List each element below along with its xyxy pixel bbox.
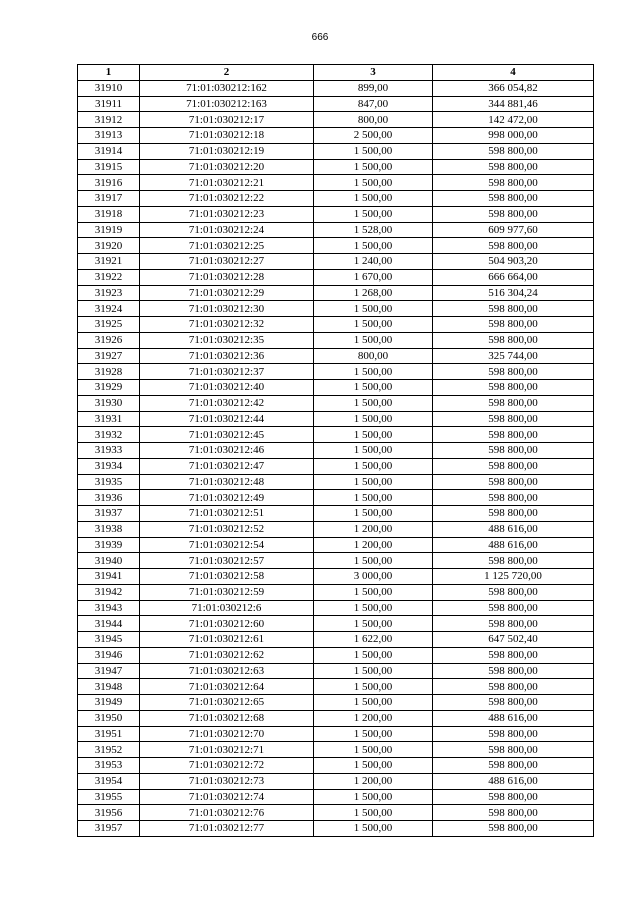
table-row bbox=[78, 159, 594, 175]
table-row bbox=[78, 96, 594, 112]
area-cell: 1 500,00 bbox=[314, 695, 433, 711]
table-row bbox=[78, 175, 594, 191]
cadastral-number-cell: 71:01:030212:44 bbox=[140, 411, 314, 427]
table-row bbox=[78, 600, 594, 616]
row-number-cell: 31935 bbox=[78, 474, 140, 490]
table-row bbox=[78, 317, 594, 333]
row-number-cell: 31922 bbox=[78, 269, 140, 285]
area-cell: 1 500,00 bbox=[314, 411, 433, 427]
cadastral-value-cell: 488 616,00 bbox=[433, 710, 594, 726]
cadastral-value-cell: 598 800,00 bbox=[433, 411, 594, 427]
cadastral-number-cell: 71:01:030212:62 bbox=[140, 647, 314, 663]
area-cell: 1 500,00 bbox=[314, 584, 433, 600]
area-cell: 1 622,00 bbox=[314, 632, 433, 648]
area-cell: 1 500,00 bbox=[314, 663, 433, 679]
cadastral-value-cell: 598 800,00 bbox=[433, 726, 594, 742]
cadastral-number-cell: 71:01:030212:63 bbox=[140, 663, 314, 679]
table-row bbox=[78, 332, 594, 348]
row-number-cell: 31955 bbox=[78, 789, 140, 805]
table-row bbox=[78, 758, 594, 774]
row-number-cell: 31936 bbox=[78, 490, 140, 506]
area-cell: 1 500,00 bbox=[314, 553, 433, 569]
row-number-cell: 31952 bbox=[78, 742, 140, 758]
row-number-cell: 31916 bbox=[78, 175, 140, 191]
area-cell: 1 500,00 bbox=[314, 647, 433, 663]
cadastral-value-cell: 647 502,40 bbox=[433, 632, 594, 648]
cadastral-value-cell: 598 800,00 bbox=[433, 206, 594, 222]
area-cell: 1 500,00 bbox=[314, 159, 433, 175]
row-number-cell: 31934 bbox=[78, 458, 140, 474]
area-cell: 1 670,00 bbox=[314, 269, 433, 285]
cadastral-number-cell: 71:01:030212:51 bbox=[140, 506, 314, 522]
cadastral-number-cell: 71:01:030212:74 bbox=[140, 789, 314, 805]
cadastral-number-cell: 71:01:030212:40 bbox=[140, 380, 314, 396]
cadastral-number-cell: 71:01:030212:24 bbox=[140, 222, 314, 238]
cadastral-number-cell: 71:01:030212:27 bbox=[140, 254, 314, 270]
row-number-cell: 31928 bbox=[78, 364, 140, 380]
row-number-cell: 31920 bbox=[78, 238, 140, 254]
cadastral-number-cell: 71:01:030212:49 bbox=[140, 490, 314, 506]
area-cell: 1 500,00 bbox=[314, 380, 433, 396]
cadastral-value-cell: 598 800,00 bbox=[433, 332, 594, 348]
table-row bbox=[78, 553, 594, 569]
cadastral-number-cell: 71:01:030212:54 bbox=[140, 537, 314, 553]
cadastral-number-cell: 71:01:030212:35 bbox=[140, 332, 314, 348]
cadastral-number-cell: 71:01:030212:60 bbox=[140, 616, 314, 632]
cadastral-number-cell: 71:01:030212:72 bbox=[140, 758, 314, 774]
cadastral-value-cell: 598 800,00 bbox=[433, 647, 594, 663]
table-row bbox=[78, 222, 594, 238]
table-row bbox=[78, 726, 594, 742]
cadastral-value-cell: 598 800,00 bbox=[433, 600, 594, 616]
row-number-cell: 31918 bbox=[78, 206, 140, 222]
table-row bbox=[78, 537, 594, 553]
row-number-cell: 31925 bbox=[78, 317, 140, 333]
row-number-cell: 31926 bbox=[78, 332, 140, 348]
area-cell: 1 500,00 bbox=[314, 474, 433, 490]
table-header-row bbox=[78, 65, 594, 81]
cadastral-number-cell: 71:01:030212:61 bbox=[140, 632, 314, 648]
row-number-cell: 31912 bbox=[78, 112, 140, 128]
table-row bbox=[78, 584, 594, 600]
cadastral-number-cell: 71:01:030212:42 bbox=[140, 395, 314, 411]
cadastral-value-cell: 142 472,00 bbox=[433, 112, 594, 128]
row-number-cell: 31933 bbox=[78, 443, 140, 459]
row-number-cell: 31951 bbox=[78, 726, 140, 742]
area-cell: 1 200,00 bbox=[314, 521, 433, 537]
table-row bbox=[78, 380, 594, 396]
area-cell: 1 500,00 bbox=[314, 332, 433, 348]
area-cell: 1 500,00 bbox=[314, 600, 433, 616]
area-cell: 1 528,00 bbox=[314, 222, 433, 238]
area-cell: 847,00 bbox=[314, 96, 433, 112]
cadastral-value-cell: 598 800,00 bbox=[433, 159, 594, 175]
area-cell: 1 240,00 bbox=[314, 254, 433, 270]
cadastral-value-cell: 598 800,00 bbox=[433, 553, 594, 569]
cadastral-number-cell: 71:01:030212:20 bbox=[140, 159, 314, 175]
row-number-cell: 31940 bbox=[78, 553, 140, 569]
area-cell: 1 200,00 bbox=[314, 710, 433, 726]
row-number-cell: 31945 bbox=[78, 632, 140, 648]
cadastral-value-cell: 344 881,46 bbox=[433, 96, 594, 112]
cadastral-value-cell: 598 800,00 bbox=[433, 364, 594, 380]
table-row bbox=[78, 821, 594, 837]
table-row bbox=[78, 616, 594, 632]
area-cell: 1 500,00 bbox=[314, 726, 433, 742]
cadastral-number-cell: 71:01:030212:52 bbox=[140, 521, 314, 537]
area-cell: 1 500,00 bbox=[314, 364, 433, 380]
area-cell: 1 500,00 bbox=[314, 143, 433, 159]
cadastral-number-cell: 71:01:030212:65 bbox=[140, 695, 314, 711]
cadastral-value-cell: 598 800,00 bbox=[433, 143, 594, 159]
row-number-cell: 31913 bbox=[78, 128, 140, 144]
area-cell: 1 268,00 bbox=[314, 285, 433, 301]
row-number-cell: 31957 bbox=[78, 821, 140, 837]
cadastral-value-cell: 488 616,00 bbox=[433, 521, 594, 537]
table-row bbox=[78, 458, 594, 474]
cadastral-number-cell: 71:01:030212:25 bbox=[140, 238, 314, 254]
table-row bbox=[78, 443, 594, 459]
cadastral-number-cell: 71:01:030212:45 bbox=[140, 427, 314, 443]
cadastral-number-cell: 71:01:030212:47 bbox=[140, 458, 314, 474]
cadastral-number-cell: 71:01:030212:70 bbox=[140, 726, 314, 742]
table-row bbox=[78, 490, 594, 506]
cadastral-number-cell: 71:01:030212:37 bbox=[140, 364, 314, 380]
cadastral-value-cell: 598 800,00 bbox=[433, 238, 594, 254]
area-cell: 2 500,00 bbox=[314, 128, 433, 144]
area-cell: 1 500,00 bbox=[314, 317, 433, 333]
row-number-cell: 31930 bbox=[78, 395, 140, 411]
cadastral-number-cell: 71:01:030212:32 bbox=[140, 317, 314, 333]
area-cell: 3 000,00 bbox=[314, 569, 433, 585]
cadastral-number-cell: 71:01:030212:19 bbox=[140, 143, 314, 159]
table-row bbox=[78, 348, 594, 364]
cadastral-value-cell: 598 800,00 bbox=[433, 490, 594, 506]
area-cell: 1 500,00 bbox=[314, 821, 433, 837]
cadastral-value-cell: 666 664,00 bbox=[433, 269, 594, 285]
row-number-cell: 31942 bbox=[78, 584, 140, 600]
area-cell: 1 500,00 bbox=[314, 238, 433, 254]
column-header-3: 3 bbox=[314, 65, 433, 81]
area-cell: 1 500,00 bbox=[314, 742, 433, 758]
cadastral-number-cell: 71:01:030212:57 bbox=[140, 553, 314, 569]
area-cell: 1 500,00 bbox=[314, 490, 433, 506]
row-number-cell: 31924 bbox=[78, 301, 140, 317]
table-row bbox=[78, 206, 594, 222]
table-row bbox=[78, 254, 594, 270]
area-cell: 1 500,00 bbox=[314, 805, 433, 821]
cadastral-number-cell: 71:01:030212:162 bbox=[140, 80, 314, 96]
area-cell: 1 500,00 bbox=[314, 458, 433, 474]
area-cell: 1 500,00 bbox=[314, 616, 433, 632]
table-row bbox=[78, 695, 594, 711]
cadastral-number-cell: 71:01:030212:21 bbox=[140, 175, 314, 191]
row-number-cell: 31949 bbox=[78, 695, 140, 711]
row-number-cell: 31914 bbox=[78, 143, 140, 159]
cadastral-value-cell: 609 977,60 bbox=[433, 222, 594, 238]
row-number-cell: 31932 bbox=[78, 427, 140, 443]
table-row bbox=[78, 679, 594, 695]
table-row bbox=[78, 238, 594, 254]
cadastral-number-cell: 71:01:030212:71 bbox=[140, 742, 314, 758]
table-row bbox=[78, 112, 594, 128]
cadastral-number-cell: 71:01:030212:22 bbox=[140, 191, 314, 207]
cadastral-value-cell: 516 304,24 bbox=[433, 285, 594, 301]
cadastral-value-cell: 598 800,00 bbox=[433, 742, 594, 758]
table-row bbox=[78, 710, 594, 726]
table-row bbox=[78, 663, 594, 679]
row-number-cell: 31927 bbox=[78, 348, 140, 364]
table-row bbox=[78, 269, 594, 285]
table-row bbox=[78, 191, 594, 207]
cadastral-number-cell: 71:01:030212:46 bbox=[140, 443, 314, 459]
cadastral-number-cell: 71:01:030212:77 bbox=[140, 821, 314, 837]
cadastral-value-cell: 504 903,20 bbox=[433, 254, 594, 270]
area-cell: 1 500,00 bbox=[314, 679, 433, 695]
table-row bbox=[78, 128, 594, 144]
row-number-cell: 31948 bbox=[78, 679, 140, 695]
area-cell: 1 500,00 bbox=[314, 301, 433, 317]
cadastral-number-cell: 71:01:030212:6 bbox=[140, 600, 314, 616]
cadastral-value-cell: 598 800,00 bbox=[433, 458, 594, 474]
table-row bbox=[78, 789, 594, 805]
table-row bbox=[78, 632, 594, 648]
cadastral-number-cell: 71:01:030212:73 bbox=[140, 773, 314, 789]
row-number-cell: 31947 bbox=[78, 663, 140, 679]
row-number-cell: 31931 bbox=[78, 411, 140, 427]
cadastral-value-cell: 488 616,00 bbox=[433, 773, 594, 789]
column-header-1: 1 bbox=[78, 65, 140, 81]
row-number-cell: 31939 bbox=[78, 537, 140, 553]
cadastral-number-cell: 71:01:030212:36 bbox=[140, 348, 314, 364]
table-body bbox=[78, 80, 594, 836]
area-cell: 1 200,00 bbox=[314, 537, 433, 553]
cadastral-value-cell: 598 800,00 bbox=[433, 191, 594, 207]
cadastral-number-cell: 71:01:030212:76 bbox=[140, 805, 314, 821]
row-number-cell: 31937 bbox=[78, 506, 140, 522]
area-cell: 1 500,00 bbox=[314, 443, 433, 459]
cadastral-value-cell: 598 800,00 bbox=[433, 695, 594, 711]
row-number-cell: 31953 bbox=[78, 758, 140, 774]
table-row bbox=[78, 301, 594, 317]
cadastral-value-cell: 598 800,00 bbox=[433, 301, 594, 317]
page-number: 666 bbox=[311, 32, 329, 43]
cadastral-number-cell: 71:01:030212:18 bbox=[140, 128, 314, 144]
cadastral-number-cell: 71:01:030212:28 bbox=[140, 269, 314, 285]
row-number-cell: 31917 bbox=[78, 191, 140, 207]
cadastral-value-cell: 1 125 720,00 bbox=[433, 569, 594, 585]
cadastral-value-cell: 366 054,82 bbox=[433, 80, 594, 96]
row-number-cell: 31956 bbox=[78, 805, 140, 821]
row-number-cell: 31938 bbox=[78, 521, 140, 537]
cadastral-value-cell: 598 800,00 bbox=[433, 789, 594, 805]
table-row bbox=[78, 805, 594, 821]
area-cell: 1 500,00 bbox=[314, 191, 433, 207]
cadastral-number-cell: 71:01:030212:58 bbox=[140, 569, 314, 585]
table-row bbox=[78, 285, 594, 301]
area-cell: 1 500,00 bbox=[314, 395, 433, 411]
cadastral-number-cell: 71:01:030212:17 bbox=[140, 112, 314, 128]
table-row bbox=[78, 521, 594, 537]
column-header-2: 2 bbox=[140, 65, 314, 81]
cadastral-number-cell: 71:01:030212:30 bbox=[140, 301, 314, 317]
cadastral-value-cell: 598 800,00 bbox=[433, 506, 594, 522]
cadastral-value-cell: 598 800,00 bbox=[433, 474, 594, 490]
column-header-4: 4 bbox=[433, 65, 594, 81]
cadastral-value-cell: 998 000,00 bbox=[433, 128, 594, 144]
table-row bbox=[78, 474, 594, 490]
table-row bbox=[78, 506, 594, 522]
row-number-cell: 31915 bbox=[78, 159, 140, 175]
table-row bbox=[78, 80, 594, 96]
cadastral-number-cell: 71:01:030212:59 bbox=[140, 584, 314, 600]
cadastral-number-cell: 71:01:030212:64 bbox=[140, 679, 314, 695]
area-cell: 1 500,00 bbox=[314, 175, 433, 191]
area-cell: 1 500,00 bbox=[314, 506, 433, 522]
cadastral-value-cell: 598 800,00 bbox=[433, 805, 594, 821]
row-number-cell: 31910 bbox=[78, 80, 140, 96]
cadastral-value-cell: 598 800,00 bbox=[433, 663, 594, 679]
area-cell: 1 500,00 bbox=[314, 789, 433, 805]
cadastral-number-cell: 71:01:030212:163 bbox=[140, 96, 314, 112]
table-row bbox=[78, 395, 594, 411]
row-number-cell: 31943 bbox=[78, 600, 140, 616]
cadastral-number-cell: 71:01:030212:68 bbox=[140, 710, 314, 726]
row-number-cell: 31944 bbox=[78, 616, 140, 632]
table-row bbox=[78, 411, 594, 427]
cadastral-value-cell: 598 800,00 bbox=[433, 427, 594, 443]
cadastral-value-cell: 598 800,00 bbox=[433, 317, 594, 333]
table-row bbox=[78, 647, 594, 663]
cadastral-value-cell: 598 800,00 bbox=[433, 395, 594, 411]
cadastral-value-cell: 488 616,00 bbox=[433, 537, 594, 553]
row-number-cell: 31923 bbox=[78, 285, 140, 301]
table-row bbox=[78, 773, 594, 789]
area-cell: 1 500,00 bbox=[314, 758, 433, 774]
area-cell: 800,00 bbox=[314, 112, 433, 128]
cadastral-number-cell: 71:01:030212:29 bbox=[140, 285, 314, 301]
cadastral-number-cell: 71:01:030212:48 bbox=[140, 474, 314, 490]
row-number-cell: 31954 bbox=[78, 773, 140, 789]
row-number-cell: 31921 bbox=[78, 254, 140, 270]
row-number-cell: 31950 bbox=[78, 710, 140, 726]
area-cell: 800,00 bbox=[314, 348, 433, 364]
area-cell: 899,00 bbox=[314, 80, 433, 96]
table-row bbox=[78, 569, 594, 585]
table-row bbox=[78, 427, 594, 443]
cadastral-value-cell: 598 800,00 bbox=[433, 380, 594, 396]
table-row bbox=[78, 364, 594, 380]
area-cell: 1 200,00 bbox=[314, 773, 433, 789]
cadastral-value-cell: 598 800,00 bbox=[433, 584, 594, 600]
row-number-cell: 31919 bbox=[78, 222, 140, 238]
table-row bbox=[78, 143, 594, 159]
area-cell: 1 500,00 bbox=[314, 427, 433, 443]
cadastral-value-cell: 598 800,00 bbox=[433, 758, 594, 774]
cadastral-value-cell: 598 800,00 bbox=[433, 821, 594, 837]
cadastral-value-table bbox=[77, 64, 594, 837]
table-row bbox=[78, 742, 594, 758]
cadastral-value-cell: 598 800,00 bbox=[433, 616, 594, 632]
row-number-cell: 31929 bbox=[78, 380, 140, 396]
cadastral-value-cell: 598 800,00 bbox=[433, 175, 594, 191]
row-number-cell: 31946 bbox=[78, 647, 140, 663]
row-number-cell: 31941 bbox=[78, 569, 140, 585]
cadastral-value-cell: 325 744,00 bbox=[433, 348, 594, 364]
area-cell: 1 500,00 bbox=[314, 206, 433, 222]
cadastral-number-cell: 71:01:030212:23 bbox=[140, 206, 314, 222]
cadastral-value-cell: 598 800,00 bbox=[433, 679, 594, 695]
row-number-cell: 31911 bbox=[78, 96, 140, 112]
cadastral-value-cell: 598 800,00 bbox=[433, 443, 594, 459]
